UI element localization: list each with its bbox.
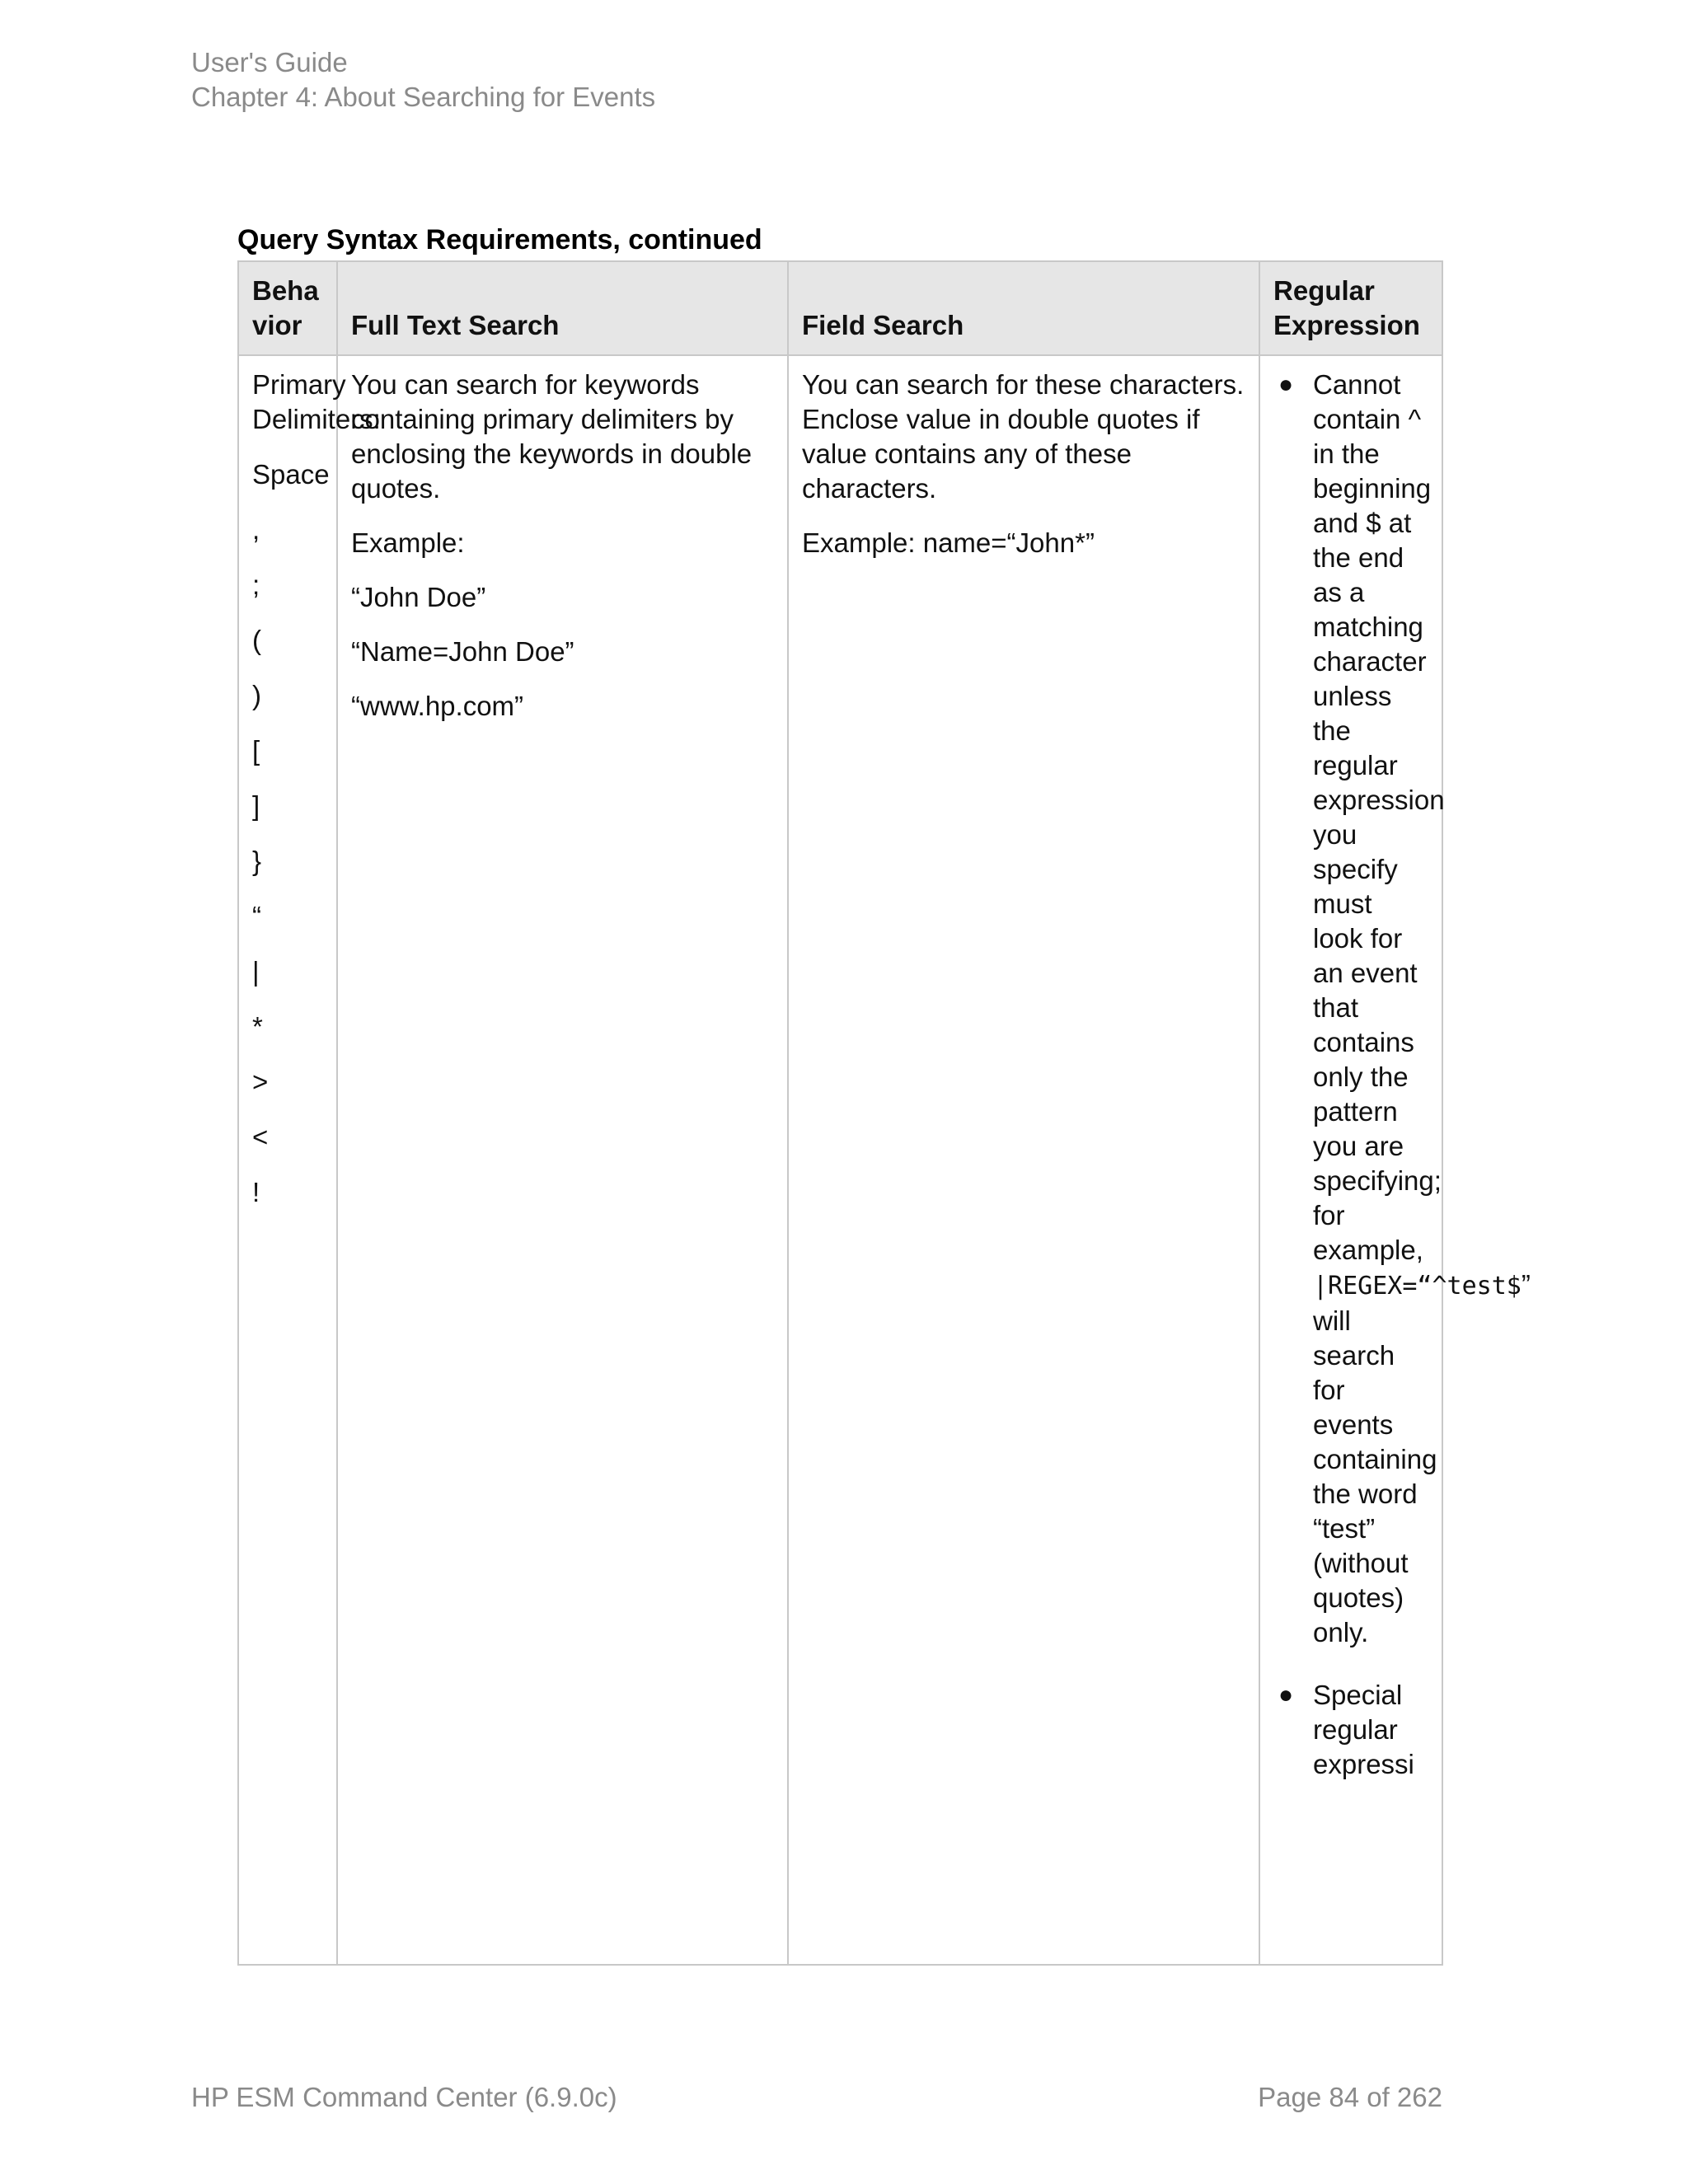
footer-product: HP ESM Command Center (6.9.0c) xyxy=(191,2082,617,2112)
delimiter-item: Space xyxy=(252,459,330,490)
regex-bullet-text: Special regular expressi xyxy=(1313,1680,1414,1779)
delimiter-item: < xyxy=(252,1122,269,1152)
full-text-search-cell xyxy=(337,355,788,1965)
column-header-field-search: Field Search xyxy=(788,261,1259,355)
regex-bullet-text: Cannot contain ^ in the beginning and $ at the end as a matching character unless the regular expression you specify must look for an event that contains only the pattern you are specifying; for example, xyxy=(1313,369,1445,1265)
delimiter-item: ! xyxy=(252,1177,260,1207)
delimiter-item: ) xyxy=(252,680,261,710)
full-text-example: “John Doe” xyxy=(351,582,486,612)
list-item xyxy=(1273,1678,1428,1782)
column-header-regular-expression: Regular Expression xyxy=(1259,261,1442,355)
field-search-intro: You can search for these characters. Enclose value in double quotes if value contains any of these characters. xyxy=(802,369,1245,504)
delimiter-item: “ xyxy=(252,901,261,931)
full-text-example: “Name=John Doe” xyxy=(351,636,574,667)
footer-page-number: Page 84 of 262 xyxy=(1258,2082,1442,2112)
query-syntax-table xyxy=(237,260,1531,1966)
regular-expression-cell xyxy=(1259,355,1531,1965)
regex-code-sample: |REGEX=“^test$ xyxy=(1313,1272,1522,1301)
delimiter-item: [ xyxy=(252,735,260,766)
table-caption: Query Syntax Requirements, continued xyxy=(237,224,762,255)
regex-bullet-list xyxy=(1273,368,1531,1782)
table-header-row xyxy=(238,261,1442,355)
list-item xyxy=(1273,368,1531,1650)
running-header-guide: User's Guide xyxy=(191,47,348,77)
behavior-title: Primary Delimiters: xyxy=(252,369,381,434)
delimiter-item: > xyxy=(252,1066,269,1097)
delimiter-item: * xyxy=(252,1011,263,1042)
delimiter-item: , xyxy=(252,514,260,545)
field-search-cell xyxy=(788,355,1259,1965)
bullet-icon: ● xyxy=(1278,371,1294,398)
delimiter-item: ] xyxy=(252,790,260,821)
column-header-full-text-search: Full Text Search xyxy=(337,261,788,355)
column-header-behavior: Beha vior xyxy=(238,261,337,355)
delimiter-item: ( xyxy=(252,625,261,655)
delimiter-item: ; xyxy=(252,569,260,600)
full-text-example: “www.hp.com” xyxy=(351,691,524,721)
delimiter-item: | xyxy=(252,956,260,987)
running-header-chapter: Chapter 4: About Searching for Events xyxy=(191,82,656,112)
delimiter-item: } xyxy=(252,846,262,876)
full-text-intro: You can search for keywords containing primary delimiters by enclosing the keywords in double quotes. xyxy=(351,369,753,504)
full-text-example-label: Example: xyxy=(351,527,465,558)
behavior-cell xyxy=(238,355,381,1965)
table-row xyxy=(238,355,1442,1965)
field-search-example: Example: name=“John*” xyxy=(802,527,1095,558)
bullet-icon: ● xyxy=(1278,1681,1294,1708)
regex-bullet-text-end: ” will search for events containing the word “test” (without quotes) only. xyxy=(1313,1269,1531,1647)
